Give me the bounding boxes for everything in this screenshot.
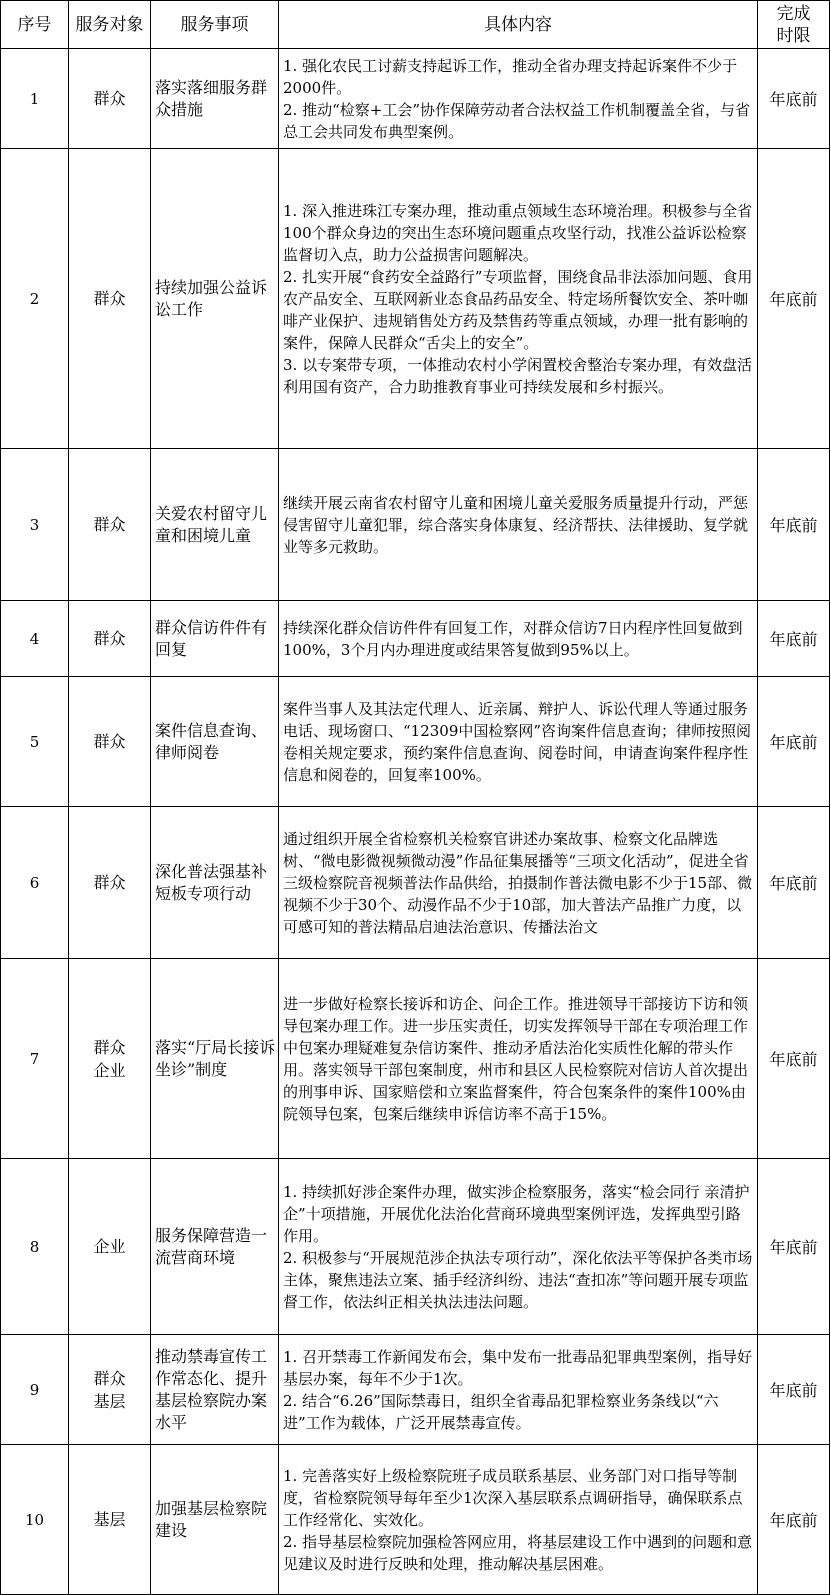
table-row xyxy=(1,1159,830,1335)
row-target-line: 群众 xyxy=(93,732,126,751)
table-row xyxy=(1,959,830,1159)
row-content xyxy=(279,677,758,807)
row-deadline: 年底前 xyxy=(758,959,830,1159)
row-index: 9 xyxy=(1,1335,69,1445)
row-target-line: 基层 xyxy=(93,1510,126,1529)
header-row xyxy=(1,1,830,49)
row-item: 关爱农村留守儿童和困境儿童 xyxy=(151,449,279,601)
row-target xyxy=(69,49,151,149)
header-deadline xyxy=(758,1,830,49)
row-index: 5 xyxy=(1,677,69,807)
row-target-line: 基层 xyxy=(93,1391,126,1411)
row-target-line: 群众 xyxy=(93,89,126,108)
row-content xyxy=(279,959,758,1159)
table-row xyxy=(1,601,830,677)
row-content-paragraph: 1. 持续抓好涉企案件办理，做实涉企检察服务，落实“检会同行 亲清护企”十项措施，开展优化法治化营商环境典型案例评选，发挥典型引路作用。 xyxy=(283,1182,750,1245)
row-target xyxy=(69,1159,151,1335)
table-row xyxy=(1,149,830,449)
table-row xyxy=(1,677,830,807)
row-content-paragraph: 进一步做好检察长接诉和访企、问企工作。推进领导干部接访下访和领导包案办理工作。进一步压实责任，切实发挥领导干部在专项治理工作中包案办理疑难复杂信访案件、推动矛盾法治化实质性化解的带头作用。落实领导干部包案制度，州市和县区人民检察院对信访人首次提出的刑事申诉、国家赔偿和立案监督案件，符合包案条件的案件100%由院领导包案，包案后继续申诉信访率不高于15%。 xyxy=(283,994,749,1123)
row-index: 4 xyxy=(1,601,69,677)
row-target-line: 群众 xyxy=(93,629,126,648)
row-target xyxy=(69,1335,151,1445)
row-target-line: 群众 xyxy=(93,515,126,534)
header-index: 序号 xyxy=(1,1,69,49)
row-deadline: 年底前 xyxy=(758,49,830,149)
row-item: 案件信息查询、律师阅卷 xyxy=(151,677,279,807)
table-row xyxy=(1,807,830,959)
row-item: 落实落细服务群众措施 xyxy=(151,49,279,149)
row-index: 7 xyxy=(1,959,69,1159)
row-target xyxy=(69,449,151,601)
row-deadline: 年底前 xyxy=(758,1159,830,1335)
header-deadline-line2: 时限 xyxy=(776,25,811,46)
row-target-line: 群众 xyxy=(93,1037,126,1057)
row-target-line: 群众 xyxy=(93,1368,126,1388)
row-content xyxy=(279,49,758,149)
row-item: 推动禁毒宣传工作常态化、提升基层检察院办案水平 xyxy=(151,1335,279,1445)
row-target xyxy=(69,807,151,959)
row-index: 3 xyxy=(1,449,69,601)
row-content xyxy=(279,1335,758,1445)
row-content xyxy=(279,601,758,677)
row-target-line: 企业 xyxy=(93,1237,126,1256)
table-row xyxy=(1,49,830,149)
row-target-line: 企业 xyxy=(93,1060,126,1080)
header-deadline-line1: 完成 xyxy=(776,3,811,24)
header-item: 服务事项 xyxy=(151,1,279,49)
row-content-paragraph: 继续开展云南省农村留守儿童和困境儿童关爱服务质量提升行动，严惩侵害留守儿童犯罪，综合落实身体康复、经济帮扶、法律援助、复学就业等多元救助。 xyxy=(283,493,749,556)
row-index: 2 xyxy=(1,149,69,449)
row-content xyxy=(279,149,758,449)
row-deadline: 年底前 xyxy=(758,1445,830,1595)
row-target xyxy=(69,1445,151,1595)
row-item: 服务保障营造一流营商环境 xyxy=(151,1159,279,1335)
header-content: 具体内容 xyxy=(279,1,758,49)
row-item: 持续加强公益诉讼工作 xyxy=(151,149,279,449)
row-content xyxy=(279,1159,758,1335)
row-index: 1 xyxy=(1,49,69,149)
row-target-line: 群众 xyxy=(93,873,126,892)
row-content-paragraph: 2. 扎实开展“食药安全益路行”专项监督，围绕食品非法添加问题、食用农产品安全、互联网新业态食品药品安全、特定场所餐饮安全、茶叶咖啡产业保护、违规销售处方药及禁售药等重点领域，办理一批有影响的案件，保障人民群众“舌尖上的安全”。 xyxy=(283,267,753,352)
table-row xyxy=(1,449,830,601)
header-target: 服务对象 xyxy=(69,1,151,49)
row-content-paragraph: 2. 结合“6.26”国际禁毒日，组织全省毒品犯罪检察业务条线以“六进”工作为载体，广泛开展禁毒宣传。 xyxy=(283,1391,719,1432)
row-index: 6 xyxy=(1,807,69,959)
row-content-paragraph: 2. 积极参与“开展规范涉企执法专项行动”，深化依法平等保护各类市场主体，聚焦违法立案、插手经济纠纷、违法“查扣冻”等问题开展专项监督工作，依法纠正相关执法违法问题。 xyxy=(283,1248,753,1311)
row-deadline: 年底前 xyxy=(758,449,830,601)
row-content-paragraph: 案件当事人及其法定代理人、近亲属、辩护人、诉讼代理人等通过服务电话、现场窗口、“12309中国检察网”咨询案件信息查询；律师按照阅卷相关规定要求，预约案件信息查询、阅卷时间，申请查询案件程序性信息和阅卷的，回复率100%。 xyxy=(283,699,752,784)
row-content xyxy=(279,449,758,601)
table-row xyxy=(1,1335,830,1445)
row-target xyxy=(69,959,151,1159)
row-content-paragraph: 1. 召开禁毒工作新闻发布会，集中发布一批毒品犯罪典型案例，指导好基层办案，每年不少于1次。 xyxy=(283,1347,753,1388)
row-deadline: 年底前 xyxy=(758,807,830,959)
row-item: 深化普法强基补短板专项行动 xyxy=(151,807,279,959)
row-deadline: 年底前 xyxy=(758,149,830,449)
row-content-paragraph: 1. 完善落实好上级检察院班子成员联系基层、业务部门对口指导等制度，省检察院领导每年至少1次深入基层联系点调研指导，确保联系点工作经常化、实效化。 xyxy=(283,1466,743,1529)
row-content-paragraph: 3. 以专案带专项，一体推动农村小学闲置校舍整治专案办理，有效盘活利用国有资产，合力助推教育事业可持续发展和乡村振兴。 xyxy=(283,355,753,396)
row-content-paragraph: 1. 强化农民工讨薪支持起诉工作，推动全省办理支持起诉案件不少于2000件。 xyxy=(283,56,738,97)
row-item: 落实“厅局长接诉坐诊”制度 xyxy=(151,959,279,1159)
row-deadline: 年底前 xyxy=(758,677,830,807)
row-content-paragraph: 通过组织开展全省检察机关检察官讲述办案故事、检察文化品牌选树、“微电影微视频微动漫”作品征集展播等“三项文化活动”，促进全省三级检察院音视频普法作品供给，拍摄制作普法微电影不少于15部、微视频不少于30个、动漫作品不少于10部，加大普法产品推广力度，以可感可知的普法精品启迪法治意识、传播法治文 xyxy=(283,829,753,936)
row-deadline: 年底前 xyxy=(758,601,830,677)
row-target xyxy=(69,149,151,449)
row-index: 10 xyxy=(1,1445,69,1595)
row-deadline: 年底前 xyxy=(758,1335,830,1445)
table-row xyxy=(1,1445,830,1595)
row-index: 8 xyxy=(1,1159,69,1335)
row-target xyxy=(69,601,151,677)
row-content xyxy=(279,807,758,959)
row-target-line: 群众 xyxy=(93,289,126,308)
row-target xyxy=(69,677,151,807)
row-content-paragraph: 2. 指导基层检察院加强检答网应用，将基层建设工作中遇到的问题和意见建议及时进行反映和处理，推动解决基层困难。 xyxy=(283,1532,753,1573)
row-content-paragraph: 持续深化群众信访件件有回复工作，对群众信访7日内程序性回复做到100%，3个月内办理进度或结果答复做到95%以上。 xyxy=(283,618,743,659)
row-item: 群众信访件件有回复 xyxy=(151,601,279,677)
row-content-paragraph: 1. 深入推进珠江专案办理，推动重点领域生态环境治理。积极参与全省100个群众身边的突出生态环境问题重点攻坚行动，找准公益诉讼检察监督切入点，助力公益损害问题解决。 xyxy=(283,201,753,264)
row-item: 加强基层检察院建设 xyxy=(151,1445,279,1595)
row-content xyxy=(279,1445,758,1595)
row-content-paragraph: 2. 推动“检察+工会”协作保障劳动者合法权益工作机制覆盖全省，与省总工会共同发布典型案例。 xyxy=(283,100,750,141)
